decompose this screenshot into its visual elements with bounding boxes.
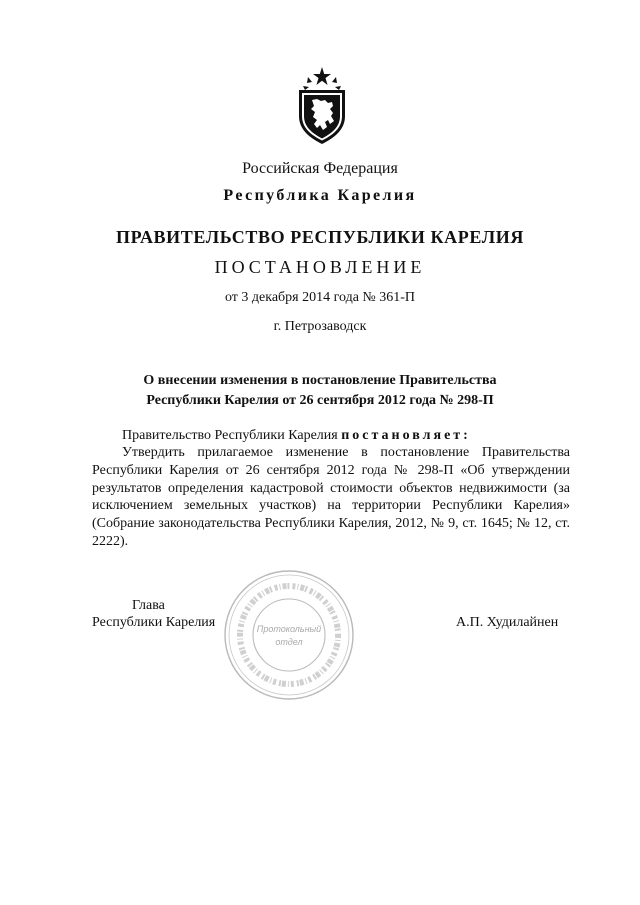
intro-keyword: постановляет:	[341, 428, 471, 443]
decree-paragraph: Утвердить прилагаемое изменение в постановление Правительства Республики Карелия от 26 сентября 2012 года № 298-П «Об утверждении результатов определения кадастровой стоимости объектов недвижимости (за исключением земельных участков) на территории Республики Карелия» (Собрание законодательства Республики Карелия, 2012, № 9, ст. 1645; № 12, ст. 2222).	[92, 445, 570, 549]
signer-title-line-2: Республики Карелия	[92, 615, 216, 630]
stamp-inner-line-2: отдел	[275, 637, 303, 647]
document-subject	[0, 371, 640, 411]
signer-name: А.П. Худилайнен	[456, 615, 559, 630]
intro-paragraph	[92, 427, 570, 445]
document-type: ПОСТАНОВЛЕНИЕ	[214, 257, 426, 277]
subject-line-2: Республики Карелия от 26 сентября 2012 года № 298-П	[146, 393, 494, 408]
subject-line-1: О внесении изменения в постановление Правительства	[143, 373, 497, 388]
document-city: г. Петрозаводск	[273, 319, 367, 334]
government-title: ПРАВИТЕЛЬСТВО РЕСПУБЛИКИ КАРЕЛИЯ	[116, 227, 524, 247]
republic-name: Республика Карелия	[223, 187, 417, 204]
stamp-inner-line-1: Протокольный	[256, 624, 322, 634]
signer-title-line-1: Глава	[132, 598, 165, 613]
official-stamp	[222, 568, 356, 702]
coat-of-arms-icon	[290, 66, 354, 146]
country-name: Российская Федерация	[242, 160, 398, 177]
document-date-number: от 3 декабря 2014 года № 361-П	[224, 290, 416, 305]
intro-text: Правительство Республики Карелия	[122, 428, 342, 443]
